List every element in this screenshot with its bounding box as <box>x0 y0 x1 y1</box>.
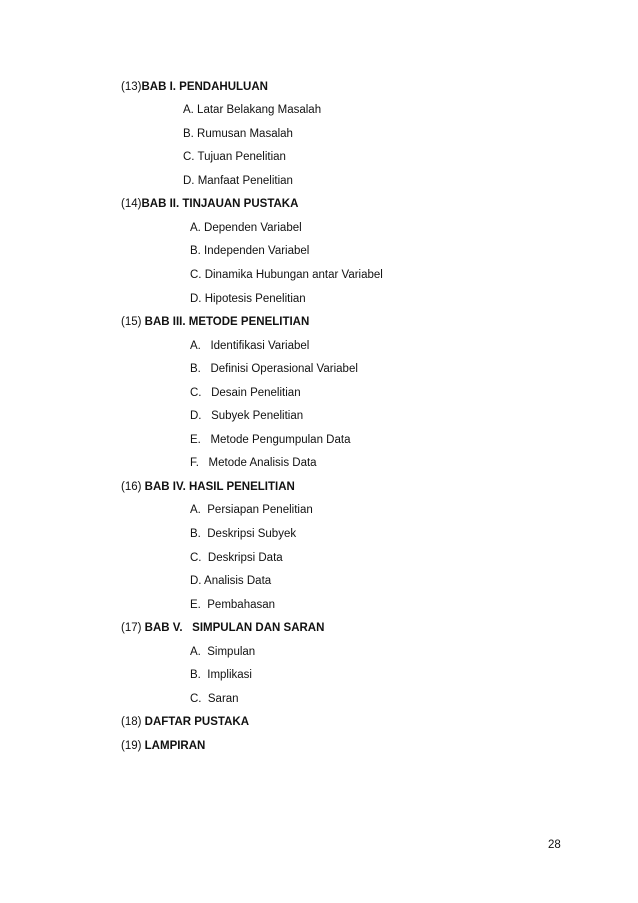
section-title: BAB I. PENDAHULUAN <box>141 81 268 93</box>
section-heading-bab-5 <box>121 621 324 635</box>
section-number: (17) <box>121 622 145 634</box>
section-heading-lampiran <box>121 739 205 753</box>
section-title: DAFTAR PUSTAKA <box>144 716 249 728</box>
section-title: BAB IV. HASIL PENELITIAN <box>144 481 295 493</box>
list-item: C. Dinamika Hubungan antar Variabel <box>190 269 383 281</box>
list-item: E. Pembahasan <box>190 599 276 611</box>
section-heading-bab-3 <box>121 315 309 329</box>
section-number: (16) <box>121 481 145 493</box>
list-item: B. Independen Variabel <box>190 245 310 257</box>
list-item: D. Hipotesis Penelitian <box>190 293 306 305</box>
list-item: D. Analisis Data <box>190 575 272 587</box>
section-heading-bab-2 <box>121 197 298 211</box>
list-item: B. Definisi Operasional Variabel <box>190 363 358 375</box>
section-number: (14) <box>121 198 142 210</box>
list-item: C. Deskripsi Data <box>190 552 283 564</box>
section-title: BAB II. TINJAUAN PUSTAKA <box>141 198 299 210</box>
section-title: BAB III. METODE PENELITIAN <box>144 316 310 328</box>
list-item: A. Identifikasi Variabel <box>190 340 310 352</box>
list-item: A. Latar Belakang Masalah <box>183 104 322 116</box>
list-item: E. Metode Pengumpulan Data <box>190 434 351 446</box>
list-item: C. Desain Penelitian <box>190 387 301 399</box>
list-item: B. Rumusan Masalah <box>183 128 293 140</box>
list-item: D. Subyek Penelitian <box>190 410 304 422</box>
list-item: A. Simpulan <box>190 646 256 658</box>
list-item: A. Dependen Variabel <box>190 222 302 234</box>
section-number: (18) <box>121 716 145 728</box>
section-title: LAMPIRAN <box>144 740 206 752</box>
section-heading-bab-4 <box>121 480 295 494</box>
list-item: B. Implikasi <box>190 669 252 681</box>
list-item: B. Deskripsi Subyek <box>190 528 297 540</box>
list-item: F. Metode Analisis Data <box>190 457 317 469</box>
section-number: (15) <box>121 316 145 328</box>
list-item: A. Persiapan Penelitian <box>190 504 313 516</box>
section-number: (13) <box>121 81 142 93</box>
list-item: C. Saran <box>190 693 239 705</box>
page-number: 28 <box>548 839 561 851</box>
list-item: D. Manfaat Penelitian <box>183 175 293 187</box>
section-title: BAB V. SIMPULAN DAN SARAN <box>144 622 325 634</box>
section-heading-daftar-pustaka <box>121 715 249 729</box>
list-item: C. Tujuan Penelitian <box>183 151 286 163</box>
section-number: (19) <box>121 740 145 752</box>
section-heading-bab-1 <box>121 80 268 94</box>
